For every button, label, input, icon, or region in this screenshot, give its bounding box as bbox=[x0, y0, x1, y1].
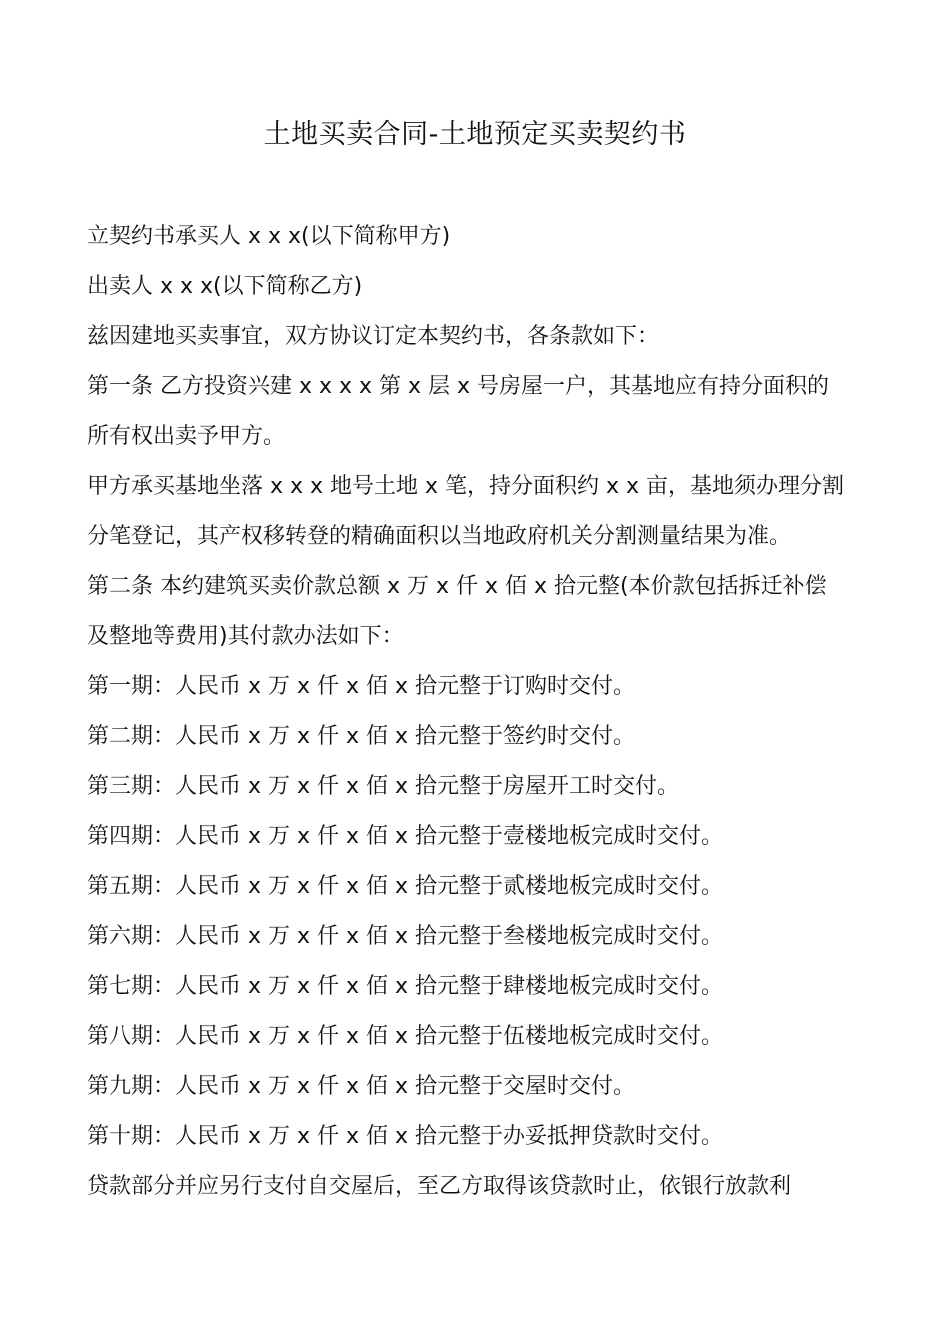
text-line-payment-4: 第四期：人民币 x 万 x 仟 x 佰 x 拾元整于壹楼地板完成时交付。 bbox=[87, 824, 724, 849]
text-line-payment-7: 第七期：人民币 x 万 x 仟 x 佰 x 拾元整于肆楼地板完成时交付。 bbox=[87, 974, 724, 999]
text-line-payment-1: 第一期：人民币 x 万 x 仟 x 佰 x 拾元整于订购时交付。 bbox=[87, 674, 636, 699]
text-line-article-1-cont: 所有权出卖予甲方。 bbox=[87, 424, 286, 449]
text-line-loan: 贷款部分并应另行支付自交屋后，至乙方取得该贷款时止，依银行放款利 bbox=[87, 1174, 792, 1199]
text-line-article-1: 第一条 乙方投资兴建 x x x x 第 x 层 x 号房屋一户，其基地应有持分面积的 bbox=[87, 374, 830, 399]
text-line-preamble: 兹因建地买卖事宜，双方协议订定本契约书，各条款如下： bbox=[87, 324, 660, 349]
text-line-land-location: 甲方承买基地坐落 x x x 地号土地 x 笔，持分面积约 x x 亩，基地须办理分割 bbox=[87, 474, 845, 499]
text-line-article-2-cont: 及整地等费用)其付款办法如下： bbox=[87, 624, 404, 649]
document-body bbox=[87, 212, 867, 1212]
text-line-payment-9: 第九期：人民币 x 万 x 仟 x 佰 x 拾元整于交屋时交付。 bbox=[87, 1074, 636, 1099]
text-line-seller: 出卖人 x x x(以下简称乙方) bbox=[87, 274, 363, 299]
text-line-land-location-cont: 分笔登记，其产权移转登的精确面积以当地政府机关分割测量结果为准。 bbox=[87, 524, 792, 549]
text-line-payment-6: 第六期：人民币 x 万 x 仟 x 佰 x 拾元整于叁楼地板完成时交付。 bbox=[87, 924, 724, 949]
text-line-payment-8: 第八期：人民币 x 万 x 仟 x 佰 x 拾元整于伍楼地板完成时交付。 bbox=[87, 1024, 724, 1049]
document-title: 土地买卖合同-土地预定买卖契约书 bbox=[263, 119, 687, 150]
text-line-article-2: 第二条 本约建筑买卖价款总额 x 万 x 仟 x 佰 x 拾元整(本价款包括拆迁补偿 bbox=[87, 574, 827, 599]
text-line-payment-2: 第二期：人民币 x 万 x 仟 x 佰 x 拾元整于签约时交付。 bbox=[87, 724, 636, 749]
text-line-buyer: 立契约书承买人 x x x(以下简称甲方) bbox=[87, 224, 451, 249]
text-line-payment-10: 第十期：人民币 x 万 x 仟 x 佰 x 拾元整于办妥抵押贷款时交付。 bbox=[87, 1124, 724, 1149]
text-line-payment-3: 第三期：人民币 x 万 x 仟 x 佰 x 拾元整于房屋开工时交付。 bbox=[87, 774, 680, 799]
text-line-payment-5: 第五期：人民币 x 万 x 仟 x 佰 x 拾元整于贰楼地板完成时交付。 bbox=[87, 874, 724, 899]
